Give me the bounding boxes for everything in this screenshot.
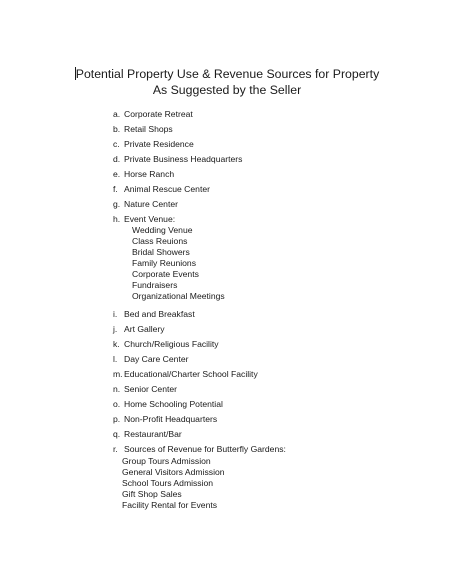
list-item-letter: k. bbox=[113, 339, 120, 349]
list-item-text: Restaurant/Bar bbox=[124, 429, 182, 439]
document-title-line2: As Suggested by the Seller bbox=[152, 83, 302, 97]
list-item-letter: j. bbox=[113, 324, 118, 334]
list-item-letter: a. bbox=[113, 109, 121, 119]
list-item-letter: m. bbox=[113, 369, 123, 379]
list-item-text: Nature Center bbox=[124, 199, 178, 209]
list-item-text: Animal Rescue Center bbox=[124, 184, 210, 194]
list-item-text: Educational/Charter School Facility bbox=[124, 369, 258, 379]
list-item-text: Horse Ranch bbox=[124, 169, 175, 179]
butterfly-revenue-subitem: Gift Shop Sales bbox=[122, 489, 182, 499]
event-venue-subitem: Family Reunions bbox=[132, 258, 196, 268]
list-item-letter: e. bbox=[113, 169, 121, 179]
butterfly-revenue-subitem: General Visitors Admission bbox=[122, 467, 225, 477]
list-item-letter: i. bbox=[113, 309, 118, 319]
list-item-text: Sources of Revenue for Butterfly Gardens: bbox=[124, 444, 286, 454]
list-item-text: Church/Religious Facility bbox=[124, 339, 219, 349]
butterfly-revenue-subitem: School Tours Admission bbox=[122, 478, 214, 488]
event-venue-subitem: Fundraisers bbox=[132, 280, 178, 290]
event-venue-subitem: Class Reuions bbox=[132, 236, 188, 246]
list-item-text: Event Venue: bbox=[124, 214, 176, 224]
list-item-letter: c. bbox=[113, 139, 120, 149]
list-item-letter: q. bbox=[113, 429, 121, 439]
list-item-text: Private Residence bbox=[124, 139, 194, 149]
event-venue-subitem: Bridal Showers bbox=[132, 247, 190, 257]
list-item-letter: p. bbox=[113, 414, 121, 424]
list-item-letter: l. bbox=[113, 354, 118, 364]
event-venue-subitem: Wedding Venue bbox=[132, 225, 193, 235]
list-item-text: Corporate Retreat bbox=[124, 109, 193, 119]
list-item-text: Home Schooling Potential bbox=[124, 399, 223, 409]
list-item-letter: o. bbox=[113, 399, 121, 409]
list-item-letter: d. bbox=[113, 154, 121, 164]
list-item-text: Art Gallery bbox=[124, 324, 165, 334]
butterfly-revenue-subitem: Group Tours Admission bbox=[122, 456, 211, 466]
list-item-letter: h. bbox=[113, 214, 121, 224]
list-item-text: Private Business Headquarters bbox=[124, 154, 243, 164]
list-item-letter: f. bbox=[113, 184, 118, 194]
list-item-text: Bed and Breakfast bbox=[124, 309, 195, 319]
title-line1-text: Potential Property Use & Revenue Sources for Property bbox=[75, 67, 380, 81]
list-item-text: Day Care Center bbox=[124, 354, 189, 364]
list-item-text: Non-Profit Headquarters bbox=[124, 414, 218, 424]
list-item-text: Senior Center bbox=[124, 384, 178, 394]
list-item-text: Retail Shops bbox=[124, 124, 173, 134]
document-title-line1 bbox=[0, 67, 454, 82]
list-item-letter: n. bbox=[113, 384, 121, 394]
butterfly-revenue-subitem: Facility Rental for Events bbox=[122, 500, 218, 510]
list-item-letter: r. bbox=[113, 444, 118, 454]
event-venue-subitem: Corporate Events bbox=[132, 269, 199, 279]
list-item-letter: b. bbox=[113, 124, 121, 134]
list-item-letter: g. bbox=[113, 199, 121, 209]
event-venue-subitem: Organizational Meetings bbox=[132, 291, 225, 301]
